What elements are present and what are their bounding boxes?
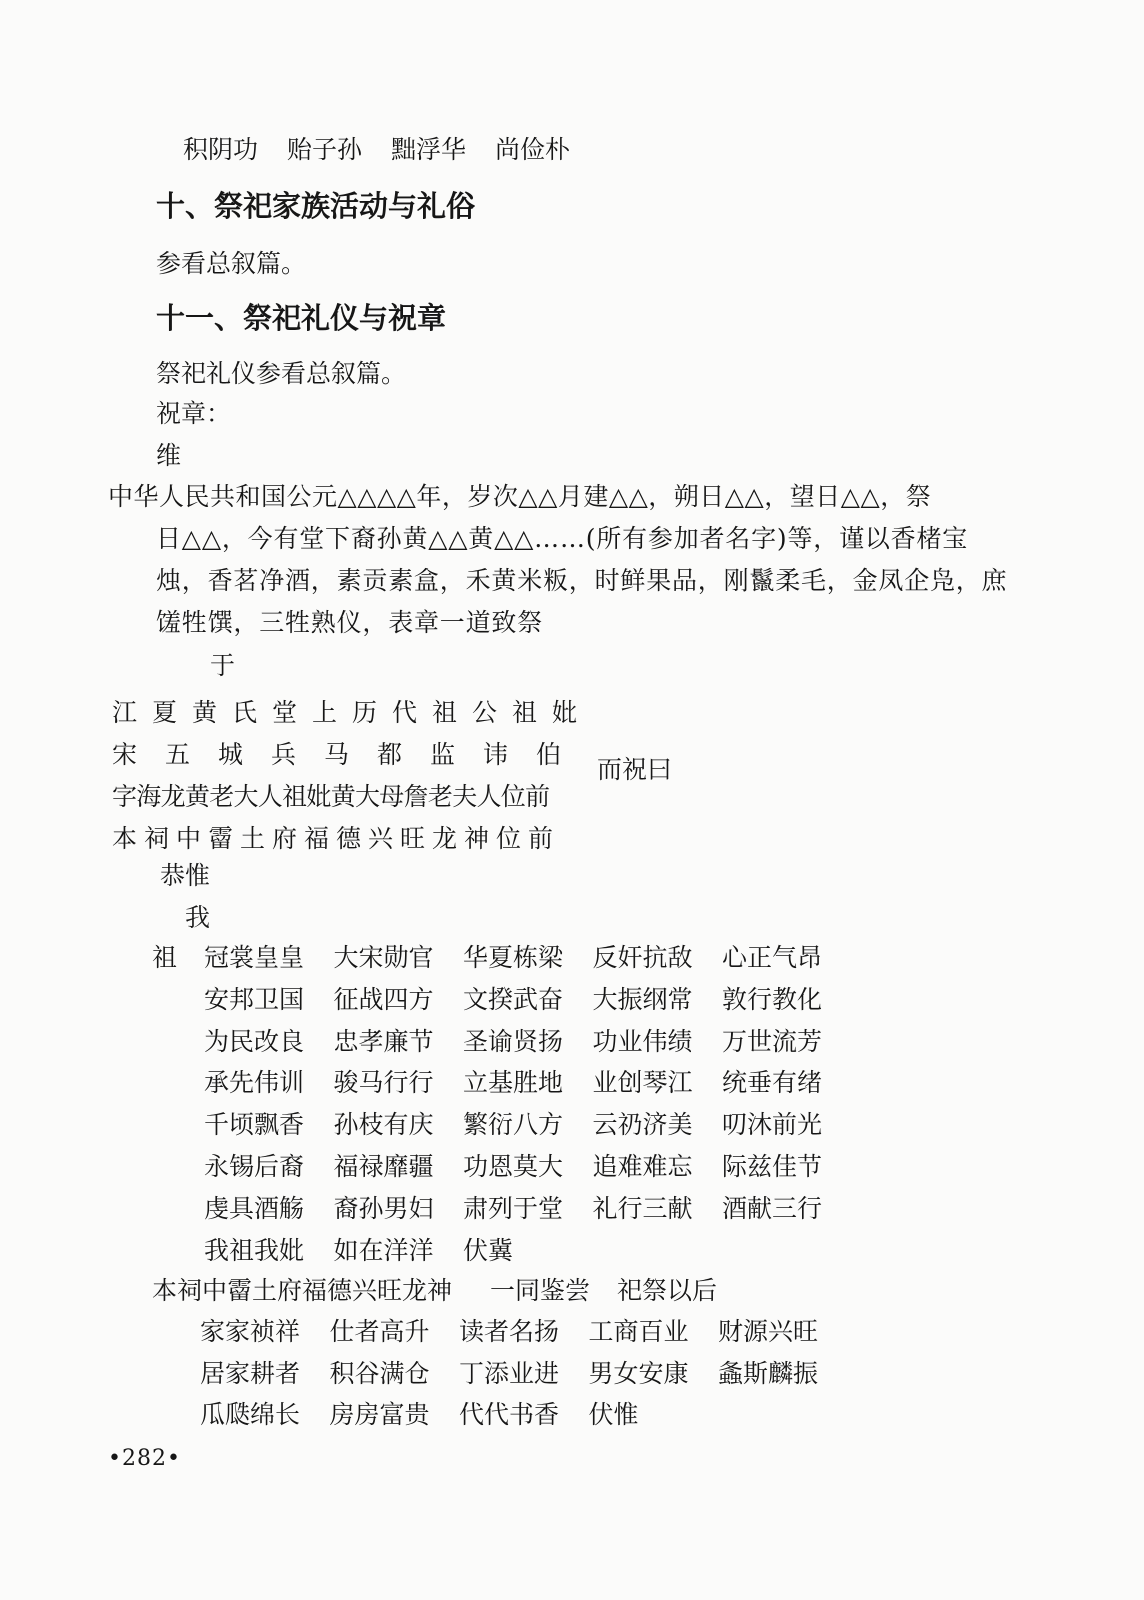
verse-r1-c3: 华夏栋梁 (463, 943, 564, 972)
shrine-line-part-3: 祀祭以后 (617, 1276, 718, 1305)
verse-r1-c5: 心正气昂 (722, 943, 823, 972)
verse-r5-c5: 叨沐前光 (722, 1110, 823, 1140)
verse-r7-c3: 肃列于堂 (463, 1193, 564, 1223)
blessing-r1-c4: 工商百业 (588, 1317, 689, 1346)
page-number: •282• (108, 1446, 181, 1471)
blessing-r1-c5: 财源兴旺 (718, 1317, 819, 1346)
blessing-r3-c1: 瓜瓞绵长 (200, 1400, 301, 1429)
section-11-paragraph: 祭祀礼仪参看总叙篇。 (156, 359, 407, 388)
verse-r6-c3: 功恩莫大 (463, 1152, 564, 1181)
blessing-r1-c1: 家家祯祥 (200, 1317, 301, 1346)
top-verse-2: 贻子孙 (287, 135, 363, 164)
verse-r4-c4: 业创琴江 (592, 1068, 693, 1098)
verse-r2-c1: 安邦卫国 (204, 984, 305, 1014)
section-heading-11: 十一、祭祀礼仪与祝章 (156, 301, 447, 335)
wo-word: 我 (185, 903, 211, 932)
honoree-line-2: 宋五城兵马都监讳伯 (112, 740, 590, 769)
invocation-line-2: 日△△，今有堂下裔孙黄△△黄△△……(所有参加者名字)等，谨以香楮宝 (156, 524, 969, 553)
verse-r2-c5: 敦行教化 (722, 984, 823, 1014)
verse-r2-c2: 征战四方 (333, 984, 434, 1014)
blessing-r2-c3: 丁添业进 (459, 1358, 560, 1388)
verse-r3-c1: 为民改良 (204, 1026, 305, 1056)
blessing-r2-c2: 积谷满仓 (329, 1358, 430, 1388)
verse-r3-c3: 圣谕贤扬 (463, 1026, 564, 1056)
verse-r4-c5: 统垂有绪 (722, 1068, 823, 1098)
blessing-r2-c4: 男女安康 (588, 1358, 689, 1388)
verse-r4-c2: 骏马行行 (333, 1068, 434, 1098)
verse-r6-c2: 福禄靡疆 (333, 1152, 434, 1181)
er-zhu-yue: 而祝曰 (597, 755, 673, 784)
verse-r3-c5: 万世流芳 (722, 1026, 823, 1056)
verse-r1-c1: 冠裳皇皇 (204, 943, 305, 972)
top-verse-3: 黜浮华 (391, 135, 467, 164)
blessing-r3-c2: 房房富贵 (329, 1400, 430, 1429)
verse-r4-c1: 承先伟训 (204, 1068, 305, 1098)
verse-r2-c4: 大振纲常 (592, 984, 693, 1014)
verse-r5-c4: 云礽济美 (592, 1110, 693, 1140)
verse-r1-c2: 大宋勋官 (333, 943, 434, 972)
shrine-line-part-1: 本祠中霤土府福德兴旺龙神 (152, 1276, 453, 1305)
verse-r6-c4: 追难难忘 (592, 1152, 693, 1181)
verse-r2-c3: 文揆武奋 (463, 984, 564, 1014)
invocation-line-4: 馐牲馔，三牲熟仪，表章一道致祭 (156, 608, 544, 637)
blessing-r1-c3: 读者名扬 (459, 1317, 560, 1346)
verse-r8-c1: 我祖我妣 (204, 1235, 305, 1265)
verse-r7-c1: 虔具酒觞 (204, 1193, 305, 1223)
verse-r3-c4: 功业伟绩 (592, 1026, 693, 1056)
verse-r6-c1: 永锡后裔 (204, 1152, 305, 1181)
top-verse-4: 尚俭朴 (495, 135, 571, 164)
wei-word: 维 (156, 441, 182, 470)
blessing-r3-c3: 代代书香 (459, 1400, 560, 1429)
honoree-line-4: 本祠中霤土府福德兴旺龙神位前 (112, 824, 561, 853)
zhuzhang-label: 祝章： (156, 399, 232, 428)
section-10-paragraph: 参看总叙篇。 (156, 249, 307, 278)
section-heading-10: 十、祭祀家族活动与礼俗 (156, 189, 476, 223)
blessing-r1-c2: 仕者高升 (329, 1317, 430, 1346)
invocation-line-1: 中华人民共和国公元△△△△年，岁次△△月建△△，朔日△△，望日△△，祭 (108, 482, 932, 511)
verse-r4-c3: 立基胜地 (463, 1068, 564, 1098)
top-verse-1: 积阴功 (183, 135, 259, 164)
blessing-r2-c1: 居家耕者 (200, 1358, 301, 1388)
honoree-line-1: 江夏黄氏堂上历代祖公祖妣 (112, 698, 593, 727)
blessing-r2-c5: 螽斯麟振 (718, 1358, 819, 1388)
verse-r5-c1: 千顷飘香 (204, 1110, 305, 1140)
gong-wei: 恭惟 (160, 861, 211, 890)
verse-r8-c2: 如在洋洋 (333, 1235, 434, 1265)
shrine-line-part-2: 一同鉴尝 (490, 1276, 591, 1305)
verse-r7-c2: 裔孙男妇 (333, 1193, 434, 1223)
verse-r6-c5: 际兹佳节 (722, 1152, 823, 1181)
blessing-r3-c4: 伏惟 (588, 1400, 639, 1429)
zu-word: 祖 (152, 943, 178, 972)
honoree-line-3: 字海龙黄老大人祖妣黄大母詹老夫人位前 (112, 782, 550, 811)
yu-word: 于 (210, 651, 236, 680)
invocation-line-3: 烛，香茗净酒，素贡素盒，禾黄米粄，时鲜果品，刚鬣柔毛，金凤企凫，庶 (156, 566, 1008, 595)
verse-r8-c3: 伏冀 (463, 1235, 514, 1265)
verse-r7-c5: 酒献三行 (722, 1193, 823, 1223)
verse-r1-c4: 反奸抗敌 (592, 943, 693, 972)
verse-r7-c4: 礼行三献 (592, 1193, 693, 1223)
verse-r3-c2: 忠孝廉节 (333, 1026, 434, 1056)
verse-r5-c2: 孙枝有庆 (333, 1110, 434, 1140)
verse-r5-c3: 繁衍八方 (463, 1110, 564, 1140)
